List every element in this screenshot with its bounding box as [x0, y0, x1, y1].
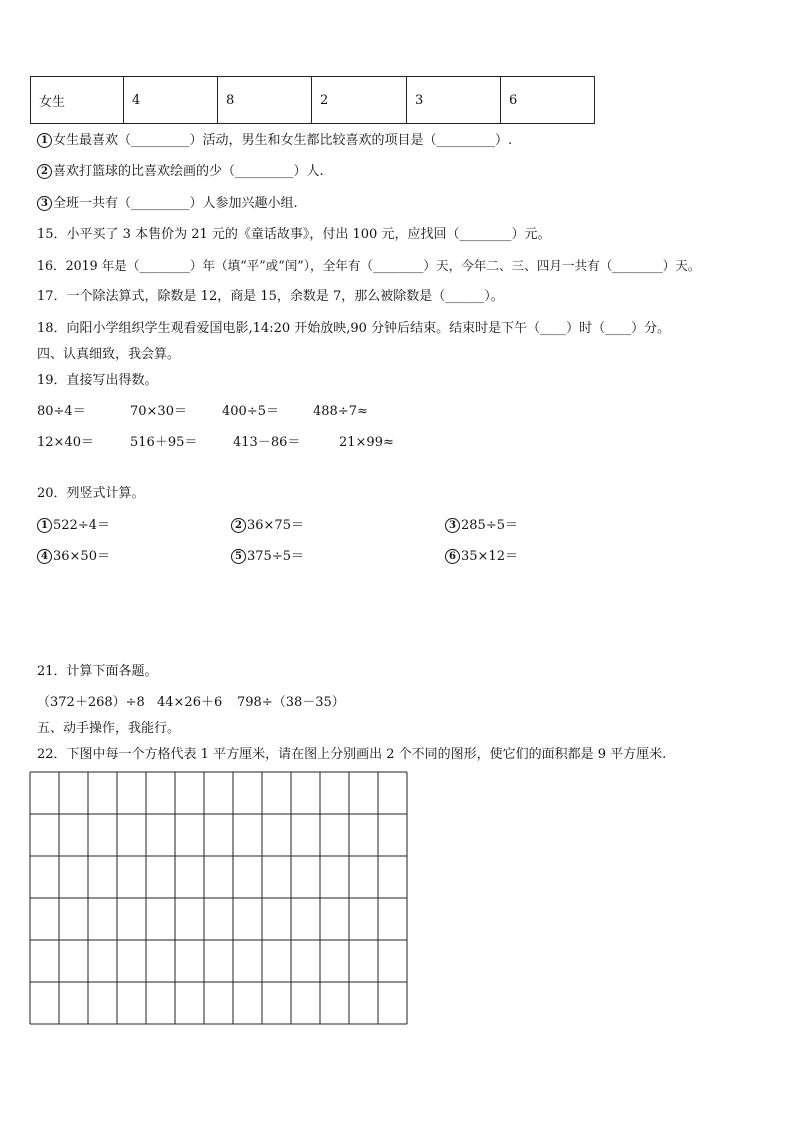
- vertical-calc-item: [37, 517, 110, 535]
- calc-expression: （372＋268）÷8: [37, 695, 145, 710]
- q14-item-3: [37, 195, 298, 213]
- table-row: [31, 77, 595, 124]
- question-19-title: 19．直接写出得数。: [37, 373, 158, 388]
- calc-expression: 798÷（38－35）: [237, 695, 345, 710]
- oral-calc-item: 21×99≈: [339, 435, 394, 450]
- oral-calc-item: 70×30＝: [130, 404, 187, 419]
- circled-number: 5: [231, 549, 246, 564]
- question-22: 22．下图中每一个方格代表 1 平方厘米，请在图上分别画出 2 个不同的图形，使它们的面积都是 9 平方厘米.: [37, 747, 667, 762]
- q14-item-text: 喜欢打篮球的比喜欢绘画的少（_________）人.: [53, 164, 324, 179]
- calc-expression: 522÷4＝: [53, 518, 110, 533]
- oral-calc-item: 400÷5＝: [222, 404, 279, 419]
- circled-number: 2: [231, 518, 246, 533]
- circled-number: 6: [445, 549, 460, 564]
- interest-table: [30, 76, 595, 124]
- circled-number: 1: [37, 133, 52, 148]
- oral-calc-item: 12×40＝: [37, 435, 94, 450]
- circled-number: 3: [445, 518, 460, 533]
- circled-number: 1: [37, 518, 52, 533]
- question-21-title: 21．计算下面各题。: [37, 664, 158, 679]
- q14-item-text: 全班一共有（_________）人参加兴趣小组.: [53, 196, 298, 211]
- vertical-calc-item: [231, 548, 304, 566]
- section-heading-5: 五、动手操作，我能行。: [37, 721, 181, 736]
- table-cell: 3: [407, 77, 501, 124]
- calc-expression: 36×75＝: [247, 518, 304, 533]
- q14-item-1: [37, 132, 512, 150]
- table-row-label: 女生: [31, 77, 124, 124]
- oral-calc-item: 488÷7≈: [313, 404, 368, 419]
- calc-expression: 285÷5＝: [461, 518, 518, 533]
- q14-item-2: [37, 163, 324, 181]
- table-cell: 4: [124, 77, 218, 124]
- circled-number: 3: [37, 196, 52, 211]
- table-cell: 2: [312, 77, 407, 124]
- oral-calc-item: 413－86＝: [233, 435, 301, 450]
- section-heading-4: 四、认真细致，我会算。: [37, 347, 181, 362]
- circled-number: 2: [37, 164, 52, 179]
- circled-number: 4: [37, 549, 52, 564]
- oral-calc-item: 80÷4＝: [37, 404, 86, 419]
- table-cell: 8: [218, 77, 312, 124]
- oral-calc-item: 516＋95＝: [130, 435, 198, 450]
- vertical-calc-item: [231, 517, 304, 535]
- q14-item-text: 女生最喜欢（_________）活动，男生和女生都比较喜欢的项目是（_________）.: [53, 133, 513, 148]
- vertical-calc-item: [445, 548, 518, 566]
- question-15: 15．小平买了 3 本售价为 21 元的《童话故事》，付出 100 元，应找回（________）元。: [37, 227, 551, 242]
- table-cell: 6: [501, 77, 595, 124]
- question-18: 18．向阳小学组织学生观看爱国电影,14:20 开始放映,90 分钟后结束。结束时是下午（____）时（____）分。: [37, 321, 671, 336]
- calc-expression: 36×50＝: [53, 549, 110, 564]
- question-17: 17．一个除法算式，除数是 12，商是 15，余数是 7，那么被除数是（______）。: [37, 289, 504, 304]
- calc-expression: 375÷5＝: [247, 549, 304, 564]
- vertical-calc-item: [445, 517, 518, 535]
- square-grid[interactable]: [29, 771, 409, 1027]
- question-20-title: 20．列竖式计算。: [37, 486, 145, 501]
- question-16: 16．2019 年是（________）年（填“平”或“闰”），全年有（________）天，今年二、三、四月一共有（________）天。: [37, 258, 701, 273]
- calc-expression: 35×12＝: [461, 549, 518, 564]
- vertical-calc-item: [37, 548, 110, 566]
- calc-expression: 44×26＋6: [157, 695, 223, 710]
